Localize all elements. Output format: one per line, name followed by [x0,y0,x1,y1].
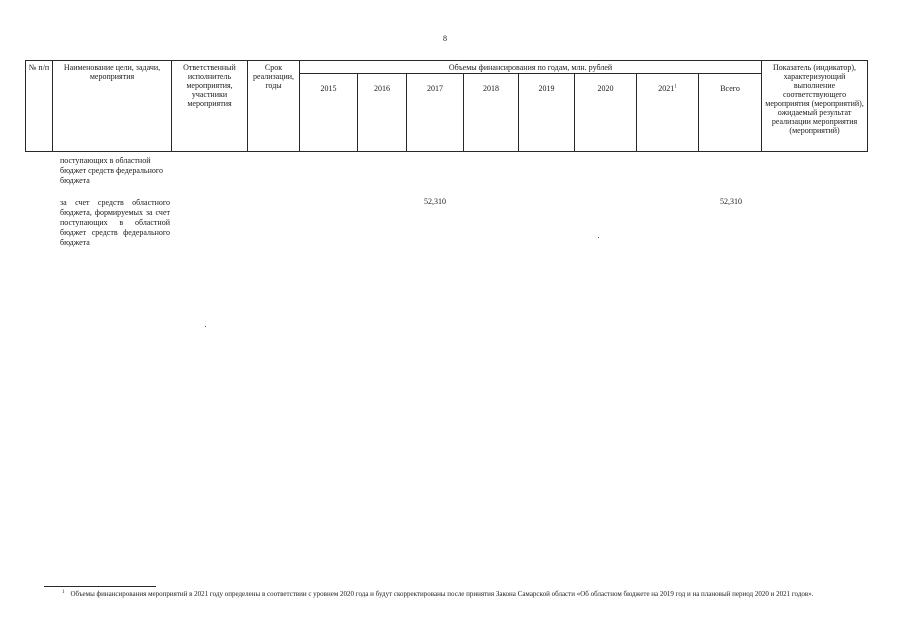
header-year-2019: 2019 [519,74,575,152]
header-year-2018: 2018 [464,74,519,152]
header-total: Всего [699,74,762,152]
header-year-2020: 2020 [575,74,637,152]
page-number: 8 [443,34,447,43]
footnote-mark: 1 [62,589,65,595]
footnote-divider [44,586,156,587]
header-year-2021 [637,74,699,152]
row-text-federal-funds: поступающих в областной бюджет средств федерального бюджета [60,156,163,185]
header-period: Срок реализации, годы [248,61,300,152]
header-indicator: Показатель (индикатор), характеризующий выполнение соответствующего мероприятия (мероприятий), ожидаемый результат реализации мероприятия (мероприятий) [762,61,868,152]
header-num: № п/п [26,61,53,152]
footnote [44,589,879,599]
value-2017: 52,310 [424,197,446,206]
value-total: 52,310 [720,197,742,206]
footnote-text: Объемы финансирования мероприятий в 2021 году определены в соответствии с уровнем 2020 года и будут скорректированы после принятия Закона Самарской области «Об областном бюджете на 2019 год и на плановый период 2020 и 2021 годов». [70,590,814,598]
scan-speck [205,326,206,327]
header-financing: Объемы финансирования по годам, млн. рублей [300,61,762,74]
header-year-2017: 2017 [407,74,464,152]
scan-speck [598,237,599,238]
year-2021-label: 2021 [658,84,675,93]
program-table [25,60,868,152]
footnote-reference: 1 [674,84,677,90]
row-text-regional-funds: за счет средств областного бюджета, формируемых за счет поступающих в областной бюджет средств федерального бюджета [60,198,170,247]
header-year-2016: 2016 [358,74,407,152]
header-executor: Ответственный исполнитель мероприятия, участники мероприятия [172,61,248,152]
header-name: Наименование цели, задачи, мероприятия [53,61,172,152]
header-year-2015: 2015 [300,74,358,152]
